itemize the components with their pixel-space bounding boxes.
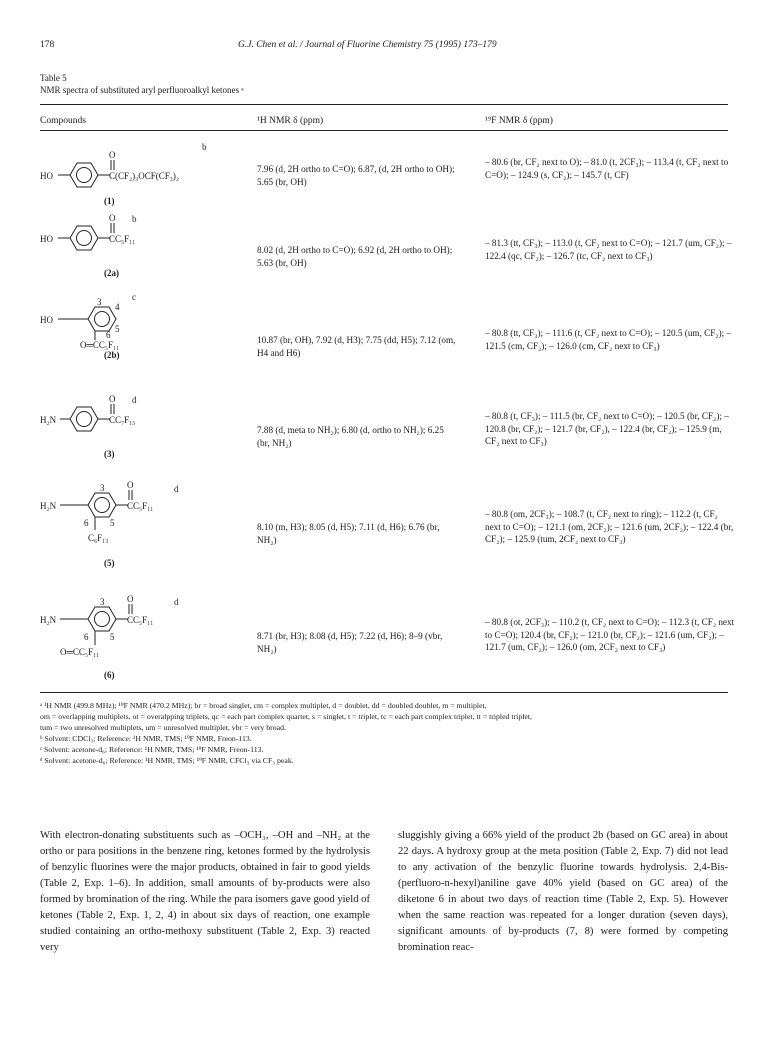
h-nmr-cell: 8.10 (m, H3); 8.05 (d, H5); 7.11 (d, H6); 6.76 (br, NH₂) [257,522,440,545]
carbonyl-oxygen: O [109,394,116,404]
ring-position-label: 6 [84,632,89,642]
table-top-rule [40,104,728,105]
ring-position-label: 6 [84,518,89,528]
substituent-left: H₂N [40,415,57,425]
footnote-marker: d [132,395,137,405]
h-nmr-cell: 10.87 (br, OH), 7.92 (d, H3); 7.75 (dd, H5); 7.12 (om, H4 and H6) [257,335,456,358]
ring-position-label: 5 [110,518,115,528]
ring-position-label: 6 [106,330,111,340]
carbonyl-oxygen: O [127,594,134,604]
perfluoro-group: CC₅F₁₁ [109,234,136,244]
substituent-left: H₂N [40,615,57,625]
structure-compound-3 [40,393,250,465]
substituent-left: HO [40,171,53,181]
perfluoro-group: O═CC₅F₁₁ [80,340,120,350]
ring-position-label: 3 [100,597,105,607]
footnote-marker: c [132,292,136,302]
compound-id: (2b) [104,350,120,360]
footnote: ᵈ Solvent: acetone-d₆; Reference: ¹H NMR, TMS; ¹⁹F NMR, CFCl₃ via CF₃ peak. [40,756,294,765]
f-nmr-cell: – 80.8 (t, CF₃); – 111.5 (br, CF₂ next to C=O); – 120.5 (br, CF₂); – 120.8 (br, CF₂); – 121.7 (br, CF₂), – 122.4 (br, CF₂); – 125.9 (m, CF₂ next to CF₃) [485,411,729,446]
running-head: G.J. Chen et al. / Journal of Fluorine Chemistry 75 (1995) 173–179 [238,40,497,50]
f-nmr-cell: – 80.6 (br, CF₂ next to O); – 81.0 (t, 2CF₃); – 113.4 (t, CF₂ next to C=O); – 124.9 (s, CF₂); – 145.7 (t, CF) [485,157,729,180]
footnote-marker: d [174,597,179,607]
footnote: ᵃ ¹H NMR (499.8 MHz); ¹⁹F NMR (470.2 MHz); br = broad singlet, cm = complex multiplet, d = doublet, dd = doubled doublet, m = multiplet, [40,701,487,710]
column-header-compounds: Compounds [40,116,86,126]
footnote: ᵇ Solvent: CDCl₃; Reference: ¹H NMR, TMS; ¹⁹F NMR, Freon-113. [40,734,252,743]
footnote: tum = two unresolved multiplets, um = unresolved multiplet, vbr = very broad. [40,723,286,732]
structure-compound-5 [40,478,250,578]
ring-substituent: O═CC₅F₁₁ [60,647,100,657]
compound-id: (3) [104,449,115,459]
table-caption: NMR spectra of substituted aryl perfluoroalkyl ketones ᵃ [40,85,244,95]
h-nmr-cell: 8.02 (d, 2H ortho to C=O); 6.92 (d, 2H ortho to OH); 5.63 (br, OH) [257,245,453,268]
table-label: Table 5 [40,73,67,83]
carbonyl-oxygen: O [127,480,134,490]
header-rule [40,130,728,131]
page-number: 178 [40,40,55,50]
body-paragraph-right: sluggishly giving a 66% yield of the product 2b (based on GC area) in about 22 days. A hydroxy group at the meta position (Table 2, Exp. 7) did not lead to any activation of the benzylic fluorine towards hydrolysis. 2,4-Bis-(perfluoro-n-hexyl)aniline gave 40% yield (based on GC area) of the diketone 6 in about two days of reaction time (Table 2, Exp. 5). However when the same reaction was repeated for a longer duration (seven days), significant amounts of by-products (7, 8) were formed by competing bromination reac- [398,830,728,953]
substituent-left: H₂N [40,501,57,511]
h-nmr-cell: 8.71 (br, H3); 8.08 (d, H5); 7.22 (d, H6); 8–9 (vbr, NH₂) [257,631,443,654]
footnote-marker: d [174,484,179,494]
f-nmr-cell: – 80.8 (om, 2CF₃); – 108.7 (t, CF₂ next to ring); – 112.2 (t, CF₂ next to C=O); – 121.1 (om, 2CF₂); – 121.6 (um, 2CF₂); – 122.4 (br, CF₂); – 125.9 (tum, 2CF₂ next to CF₃) [485,509,734,544]
structure-compound-1 [40,140,250,210]
structure-compound-6 [40,593,250,683]
compound-id: (5) [104,558,115,568]
perfluoro-group: C(CF₂)₃OCF(CF₃)₂ [109,171,180,181]
ring-position-label: 3 [97,297,102,307]
footnote: om = overlapping multiplets, ot = overalpping triplets, qc = each part complex quartet, s = singlet, t = triplet, tc = each part complex triplet, tt = tripled triplet, [40,712,532,721]
h-nmr-cell: 7.88 (d, meta to NH₂); 6.80 (d, ortho to NH₂); 6.25 (br, NH₂) [257,425,444,448]
carbonyl-oxygen: O [109,213,116,223]
body-paragraph-left: With electron-donating substituents such as –OCH₃, –OH and –NH₂ at the ortho or para positions in the benzene ring, ketones formed by the hydrolysis of benzylic fluorines were the major products, obtained in fair to good yields (Table 2, Exp. 1–6). In addition, small amounts of by-products were also formed by bromination of the ring. While the para isomers gave good yield of ketones (Table 2, Exp. 1, 2, 4) in about six days of reaction, one example studied containing an ortho-methoxy substituent (Table 2, Exp. 3) reacted very [40,830,370,953]
ring-substituent: C₆F₁₃ [88,533,109,543]
ring-position-label: 5 [115,324,120,334]
f-nmr-cell: – 81.3 (tt, CF₃); – 113.0 (t, CF₂ next to C=O); – 121.7 (um, CF₂); – 122.4 (qc, CF₂); – 126.7 (tc, CF₂ next to CF₃) [485,238,732,261]
table-bottom-rule [40,692,728,693]
column-header-h-nmr: ¹H NMR δ (ppm) [257,116,324,126]
perfluoro-group: CC₅F₁₁ [127,501,154,511]
table-footnotes [40,700,730,766]
substituent-left: HO [40,234,53,244]
compound-id: (1) [104,196,115,206]
substituent-left: HO [40,315,53,325]
compound-id: (6) [104,670,115,680]
ring-position-label: 4 [115,302,120,312]
footnote-marker: b [132,214,137,224]
h-nmr-cell: 7.96 (d, 2H ortho to C=O); 6.87, (d, 2H ortho to OH); 5.65 (br, OH) [257,164,455,187]
compound-id: (2a) [104,268,119,278]
f-nmr-cell: – 80.8 (ot, 2CF₃); – 110.2 (t, CF₂ next to C=O); – 112.3 (t, CF₂ next to C=O); 120.4 (br, CF₂); – 121.0 (br, CF₂); – 121.6 (um, CF₂); – 121.7 (um, CF₂); – 126.0 (om, 2CF₂ next to CF₃) [485,617,735,652]
perfluoro-group: CC₇F₁₅ [109,415,136,425]
footnote-marker: b [202,142,207,152]
structure-compound-2b [40,290,250,360]
carbonyl-oxygen: O [109,150,116,160]
f-nmr-cell: – 80.8 (tt, CF₃); – 111.6 (t, CF₂ next to C=O); – 120.5 (um, CF₂); – 121.5 (cm, CF₂); – 126.0 (cm, CF₂ next to CF₃) [485,328,732,351]
perfluoro-group: CC₅F₁₁ [127,615,154,625]
ring-position-label: 5 [110,632,115,642]
column-header-f-nmr: ¹⁹F NMR δ (ppm) [485,116,553,126]
structure-compound-2a [40,212,250,284]
footnote: ᶜ Solvent: acetone-d₆; Reference: ¹H NMR, TMS; ¹⁹F NMR, Freon-113. [40,745,264,754]
ring-position-label: 3 [100,483,105,493]
